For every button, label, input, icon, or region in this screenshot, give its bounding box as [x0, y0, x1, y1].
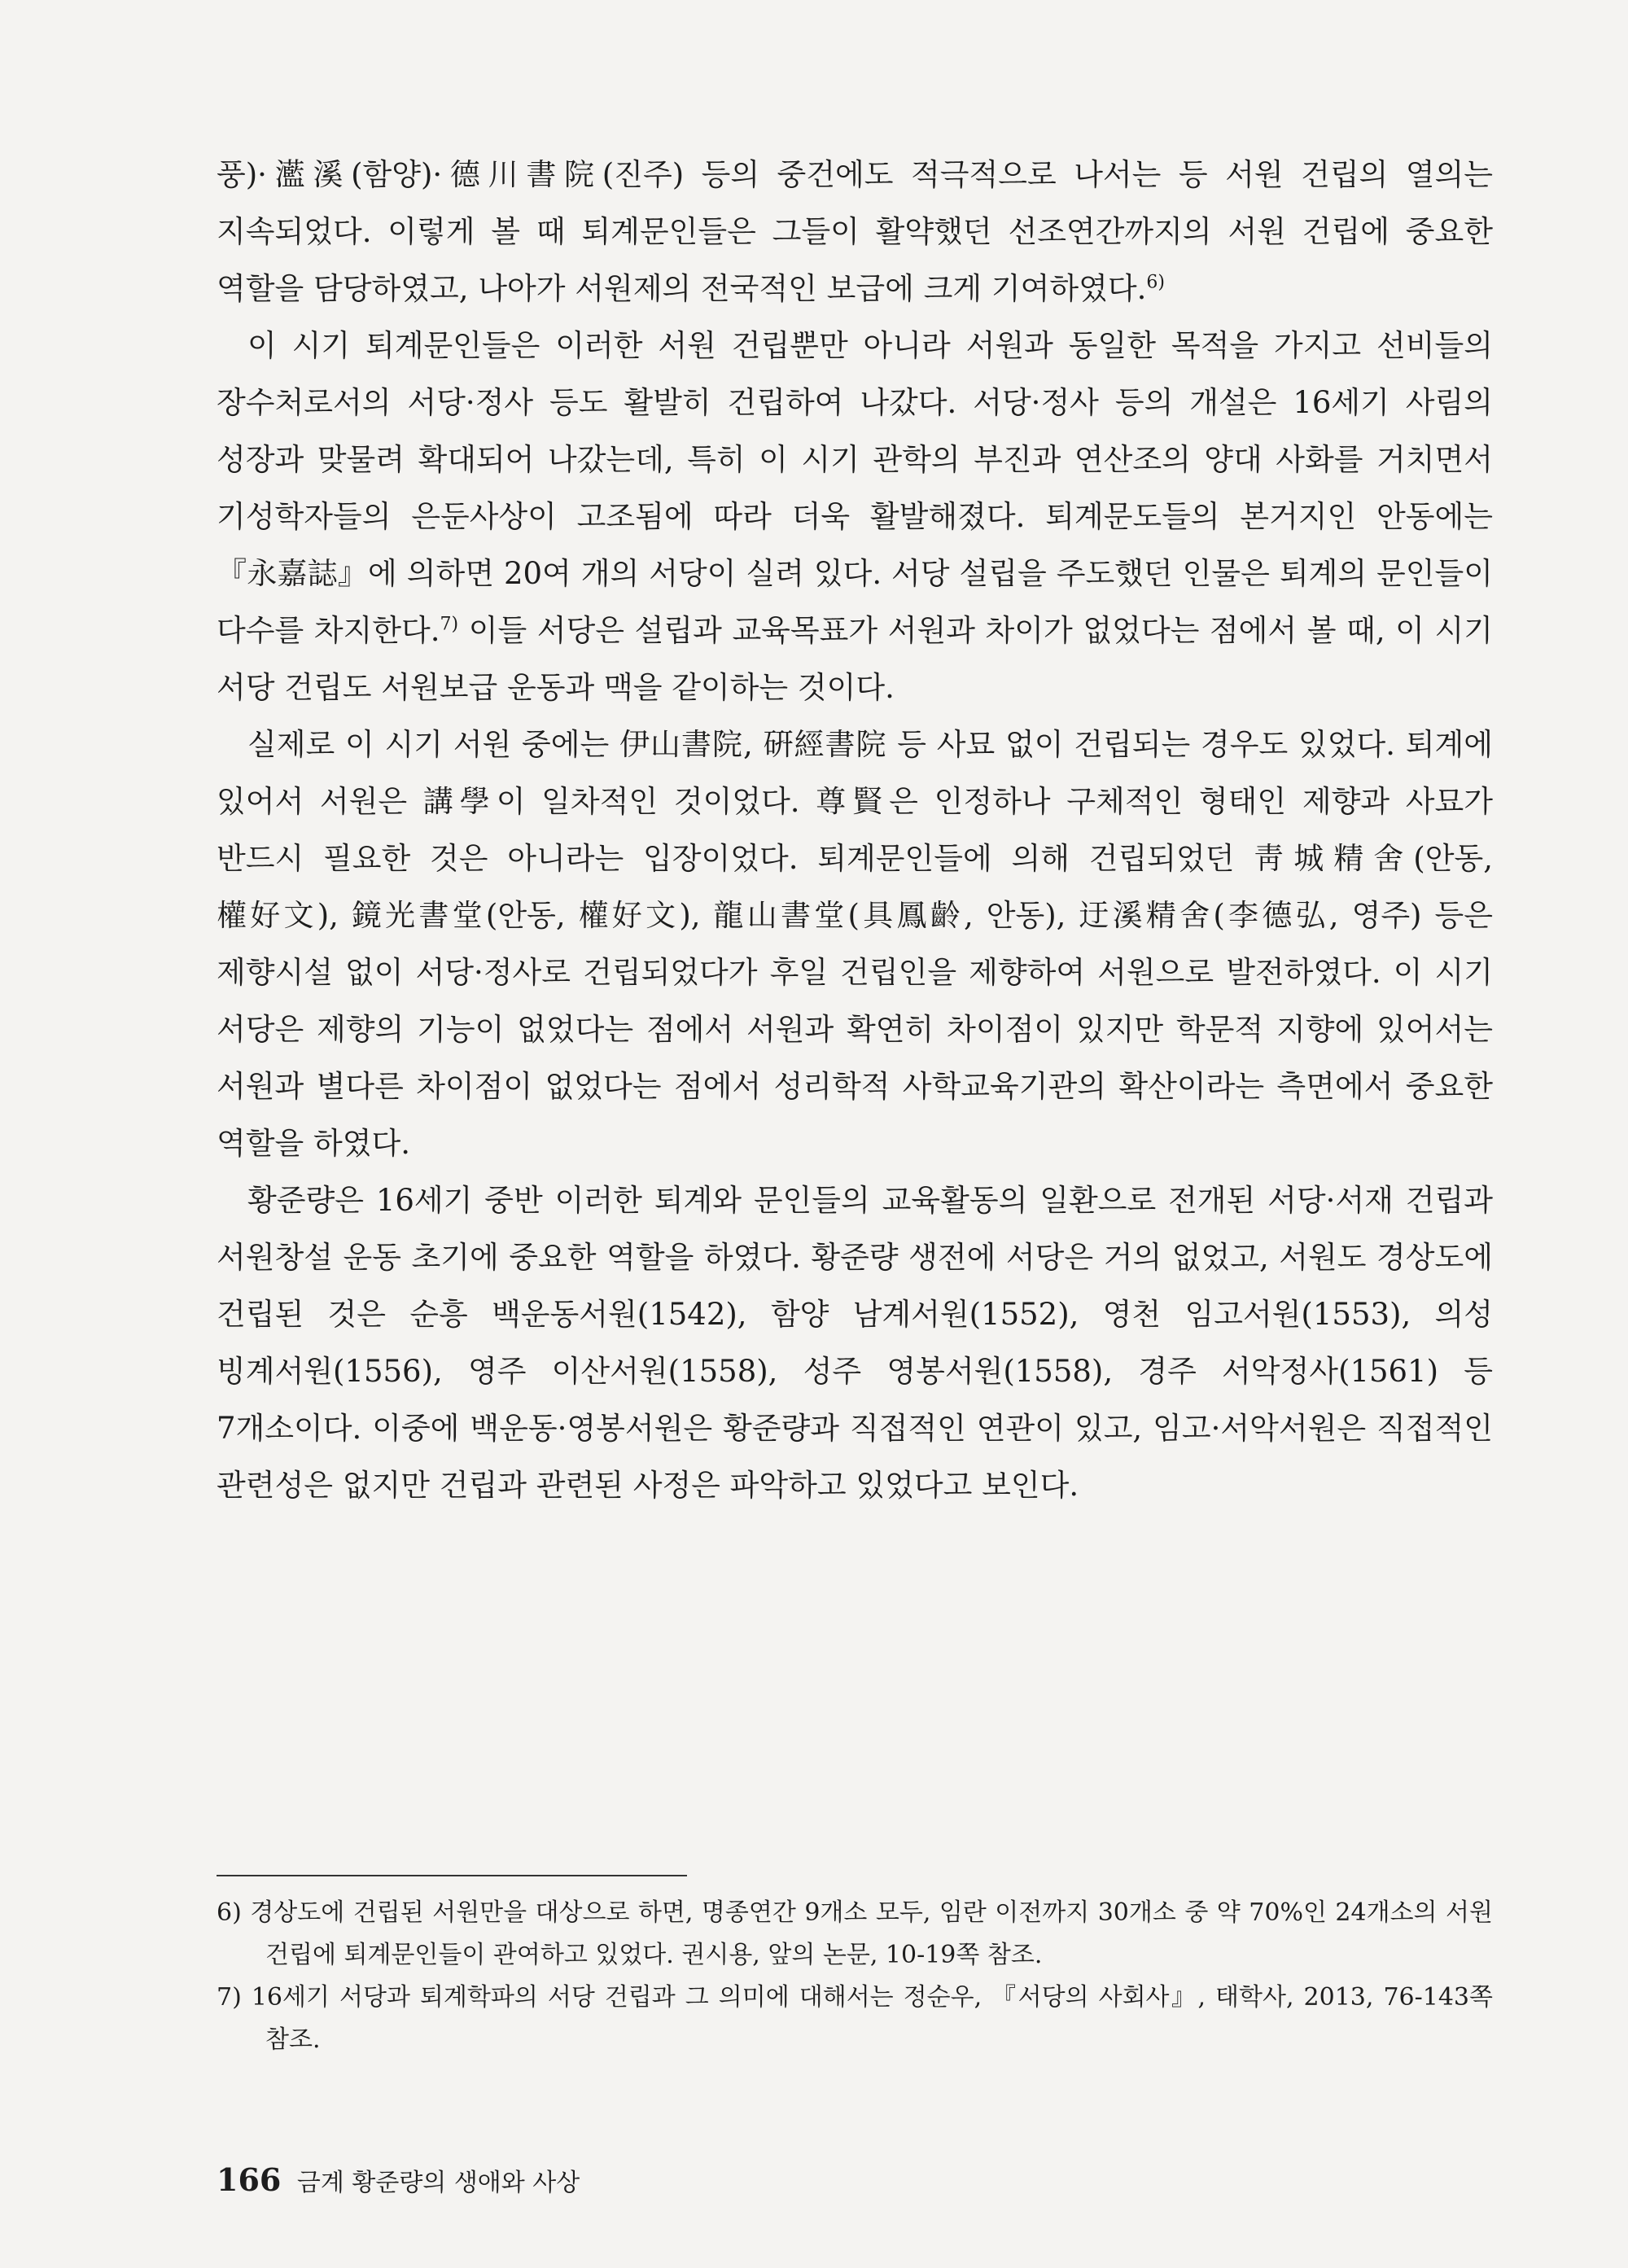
- footnote-7-text: 16세기 서당과 퇴계학파의 서당 건립과 그 의미에 대해서는 정순우, 『서당의 사회사』, 태학사, 2013, 76-143쪽 참조.: [251, 1983, 1493, 2054]
- paragraph-4-text: 황준량은 16세기 중반 이러한 퇴계와 문인들의 교육활동의 일환으로 전개된 서당·서재 건립과 서원창설 운동 초기에 중요한 역할을 하였다. 황준량 생전에 서당은 거의 없었고, 서원도 경상도에 건립된 것은 순흥 백운동서원(1542), 함양 남계서원(1552), 영천 임고서원(1553), 의성 빙계서원(1556), 영주 이산서원(1558), 성주 영봉서원(1558), 경주 서악정사(1561) 등 7개소이다. 이중에 백운동·영봉서원은 황준량과 직접적인 연관이 있고, 임고·서악서원은 직접적인 관련성은 없지만 건립과 관련된 사정은 파악하고 있었다고 보인다.: [217, 1183, 1493, 1503]
- footnote-6-marker: 6): [217, 1898, 242, 1927]
- footnote-7: [217, 1977, 1493, 2061]
- footnote-ref-6[interactable]: 6): [1146, 272, 1165, 293]
- paragraph-2: [217, 317, 1493, 716]
- running-footer: [217, 2161, 580, 2200]
- paragraph-1-text: 풍)·灆溪(함양)·德川書院(진주) 등의 중건에도 적극적으로 나서는 등 서원 건립의 열의는 지속되었다. 이렇게 볼 때 퇴계문인들은 그들이 활약했던 선조연간까지의 서원 건립에 중요한 역할을 담당하였고, 나아가 서원제의 전국적인 보급에 크게 기여하였다.: [217, 157, 1493, 306]
- paragraph-2-continuation: 이들 서당은 설립과 교육목표가 서원과 차이가 없었다는 점에서 볼 때, 이 시기 서당 건립도 서원보급 운동과 맥을 같이하는 것이다.: [217, 613, 1493, 705]
- footnote-7-marker: 7): [217, 1983, 242, 2012]
- book-title: 금계 황준량의 생애와 사상: [296, 2169, 580, 2197]
- footnotes: [217, 1892, 1493, 2061]
- paragraph-2-text: 이 시기 퇴계문인들은 이러한 서원 건립뿐만 아니라 서원과 동일한 목적을 가지고 선비들의 장수처로서의 서당·정사 등도 활발히 건립하여 나갔다. 서당·정사 등의 개설은 16세기 사림의 성장과 맞물려 확대되어 나갔는데, 특히 이 시기 관학의 부진과 연산조의 양대 사화를 거치면서 기성학자들의 은둔사상이 고조됨에 따라 더욱 활발해졌다. 퇴계문도들의 본거지인 안동에는 『永嘉誌』에 의하면 20여 개의 서당이 실려 있다. 서당 설립을 주도했던 인물은 퇴계의 문인들이 다수를 차지한다.: [217, 328, 1493, 648]
- paragraph-4: [217, 1172, 1493, 1514]
- paragraph-1: [217, 147, 1493, 317]
- page-body: [217, 147, 1493, 1514]
- footnote-6-text: 경상도에 건립된 서원만을 대상으로 하면, 명종연간 9개소 모두, 임란 이전까지 30개소 중 약 70%인 24개소의 서원 건립에 퇴계문인들이 관여하고 있었다. 권시용, 앞의 논문, 10-19쪽 참조.: [250, 1898, 1493, 1969]
- page-number: 166: [217, 2161, 282, 2198]
- footnote-ref-7[interactable]: 7): [440, 614, 459, 635]
- paragraph-3-text: 실제로 이 시기 서원 중에는 伊山書院, 硏經書院 등 사묘 없이 건립되는 경우도 있었다. 퇴계에 있어서 서원은 講學이 일차적인 것이었다. 尊賢은 인정하나 구체적인 형태인 제향과 사묘가 반드시 필요한 것은 아니라는 입장이었다. 퇴계문인들에 의해 건립되었던 靑城精舍(안동, 權好文), 鏡光書堂(안동, 權好文), 龍山書堂(具鳳齡, 안동), 迂溪精舍(李德弘, 영주) 등은 제향시설 없이 서당·정사로 건립되었다가 후일 건립인을 제향하여 서원으로 발전하였다. 이 시기 서당은 제향의 기능이 없었다는 점에서 서원과 확연히 차이점이 있지만 학문적 지향에 있어서는 서원과 별다른 차이점이 없었다는 점에서 성리학적 사학교육기관의 확산이라는 측면에서 중요한 역할을 하였다.: [217, 727, 1493, 1161]
- footnote-6: [217, 1892, 1493, 1977]
- paragraph-3: [217, 716, 1493, 1172]
- footnote-separator: [217, 1875, 687, 1876]
